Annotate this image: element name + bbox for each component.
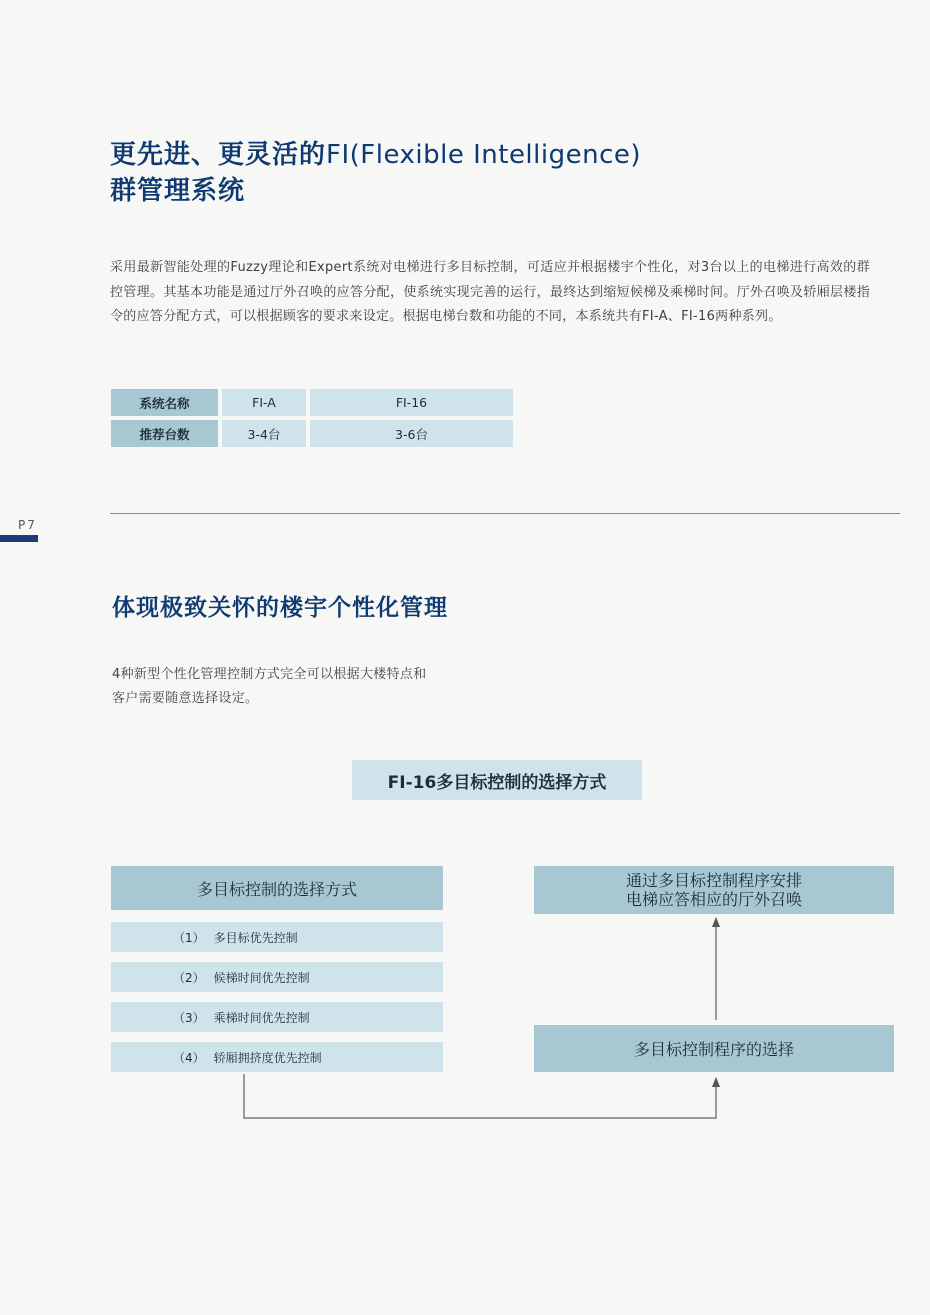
section2-paragraph-line1: 4种新型个性化管理控制方式完全可以根据大楼特点和	[112, 667, 427, 682]
section1-title-cn: 更先进、更灵活的	[110, 140, 327, 170]
up-arrow-head-icon	[712, 917, 720, 927]
option-label: 候梯时间优先控制	[213, 970, 310, 985]
section1-title-latin: FI(Flexible Intelligence)	[326, 140, 642, 170]
section2-title: 体现极致关怀的楼宇个性化管理	[112, 595, 448, 621]
diagram-bottom-right-box: 多目标控制程序的选择	[534, 1025, 894, 1072]
diagram-left-header: 多目标控制的选择方式	[111, 866, 443, 910]
section1-title-line2: 群管理系统	[110, 176, 246, 206]
option-label: 乘梯时间优先控制	[213, 1010, 310, 1025]
table-header-recommended-count: 推荐台数	[111, 420, 218, 447]
option-number: （3）	[173, 1010, 205, 1025]
return-connector-line	[244, 1074, 716, 1118]
top-right-line2: 电梯应答相应的厅外召唤	[625, 890, 802, 909]
table-cell-fi-16-count: 3-6台	[310, 420, 513, 447]
section2-paragraph-line2: 客户需要随意选择设定。	[112, 691, 259, 706]
table-cell-fi-16: FI-16	[310, 389, 513, 416]
return-arrow-head-icon	[712, 1077, 720, 1087]
table-header-system-name: 系统名称	[111, 389, 218, 416]
section1-paragraph: 采用最新智能处理的Fuzzy理论和Expert系统对电梯进行多目标控制，可适应并根据楼宇个性化，对3台以上的电梯进行高效的群控管理。其基本功能是通过厅外召唤的应答分配，使系统实现完善的运行，最终达到缩短候梯及乘梯时间。厅外召唤及轿厢层楼指令的应答分配方式，可以根据顾客的要求来设定。根据电梯台数和功能的不同，本系统共有FI-A、FI-16两种系列。	[110, 260, 870, 324]
option-label: 多目标优先控制	[213, 930, 298, 945]
option-label: 轿厢拥挤度优先控制	[213, 1050, 322, 1065]
table-cell-fi-a-count: 3-4台	[222, 420, 306, 447]
diagram-title: FI-16多目标控制的选择方式	[352, 760, 642, 800]
option-number: （1）	[173, 930, 205, 945]
table-cell-fi-a: FI-A	[222, 389, 306, 416]
option-number: （4）	[173, 1050, 205, 1065]
top-right-line1: 通过多目标控制程序安排	[625, 871, 802, 890]
page-number: P7	[18, 518, 37, 532]
option-number: （2）	[173, 970, 205, 985]
